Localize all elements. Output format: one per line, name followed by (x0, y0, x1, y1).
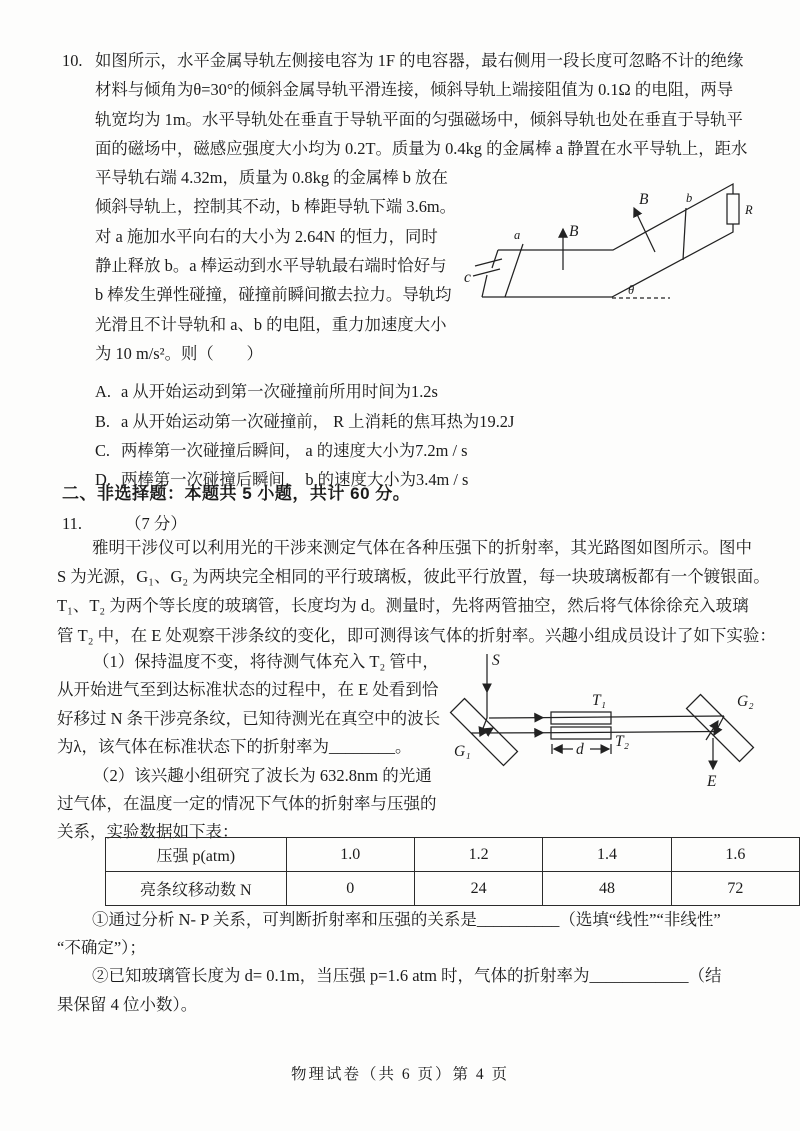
text-line: 关系，实验数据如下表： (57, 822, 239, 842)
interferometer-diagram (448, 652, 783, 802)
option-label: D. (95, 470, 111, 490)
table-cell: 1.0 (286, 838, 414, 872)
text-line: 对 a 施加水平向右的大小为 2.64N 的恒力，同时 (95, 226, 438, 246)
text-line: S 为光源，G₁、G₂ 为两块完全相同的平行玻璃板，彼此平行放置，每一块玻璃板都有一个镀银面。 (57, 567, 770, 587)
question-11-figure (448, 652, 783, 802)
text-line: 过气体，在温度一定的情况下气体的折射率与压强的 (57, 794, 437, 814)
option-label: C. (95, 440, 111, 460)
text-line: 面的磁场中，磁感应强度大小均为 0.2T。质量为 0.4kg 的金属棒 a 静置在水平导轨上，距水 (95, 138, 748, 158)
text-line: 雅明干涉仪可以利用光的干涉来测定气体在各种压强下的折射率，其光路图如图所示。图中 (92, 538, 752, 557)
question-11-score: （7 分） (125, 514, 187, 533)
label-d: d (576, 741, 584, 758)
text-line: T₁、T₂ 为两个等长度的玻璃管，长度均为 d。测量时，先将两管抽空，然后将气体徐徐充入玻璃 (57, 596, 749, 616)
page-footer: 物理试卷（共 6 页）第 4 页 (290, 1066, 509, 1083)
text-line: （2）该兴趣小组研究了波长为 632.8nm 的光通 (93, 765, 432, 785)
text-line: ①通过分析 N- P 关系，可判断折射率和压强的关系是__________（选填“线性”“非线性” (92, 910, 721, 929)
option-text: a 从开始运动第一次碰撞前， R 上消耗的焦耳热为19.2J (121, 411, 515, 431)
text-line: 倾斜导轨上，控制其不动，b 棒距导轨下端 3.6m。 (95, 197, 457, 217)
question-11-number: 11. (62, 514, 83, 533)
question-10-options (95, 377, 747, 494)
label-t1: T₁ (592, 692, 607, 709)
text-line: b 棒发生弹性碰撞，碰撞前瞬间撤去拉力。导轨均 (95, 285, 452, 305)
question-10-figure (462, 172, 797, 324)
text-line: 为 10 m/s²。则（ ） (95, 343, 263, 363)
text-line: 为λ，该气体在标准状态下的折射率为________。 (57, 737, 412, 757)
label-field-b2: B (639, 191, 649, 208)
text-line: ②已知玻璃管长度为 d= 0.1m，当压强 p=1.6 atm 时，气体的折射率为____________（结 (92, 966, 722, 986)
text-line: 如图所示，水平金属导轨左侧接电容为 1F 的电容器，最右侧用一段长度可忽略不计的绝缘 (95, 51, 744, 70)
text-line: 管 T₂ 中，在 E 处观察干涉条纹的变化，即可测得该气体的折射率。兴趣小组成员设计了如下实验： (57, 625, 776, 645)
option-text: 两棒第一次碰撞后瞬间， b 的速度大小为3.4m / s (121, 470, 469, 490)
capacitor-icon (473, 259, 502, 276)
label-bar-a: a (514, 228, 521, 242)
text-line: 从开始进气至到达标准状态的过程中，在 E 处看到恰 (57, 680, 439, 700)
section-2-header: 二、非选择题：本题共 5 小题，共计 60 分。 (62, 484, 411, 503)
question-10-number: 10. (62, 51, 83, 70)
question-11-parts (57, 648, 440, 847)
option-text: 两棒第一次碰撞后瞬间， a 的速度大小为7.2m / s (121, 440, 468, 460)
top-rail (498, 184, 733, 250)
table-row (106, 872, 800, 906)
label-e: E (707, 773, 717, 790)
label-g2: G₂ (737, 693, 754, 710)
option-b (95, 407, 747, 436)
label-t2: T₂ (615, 733, 630, 750)
text-line: 静止释放 b。a 棒运动到水平导轨最右端时恰好与 (95, 256, 447, 276)
option-c (95, 436, 747, 465)
text-line: 好移过 N 条干涉亮条纹，已知待测光在真空中的波长 (57, 708, 441, 728)
option-label: A. (95, 382, 111, 402)
question-11-header (62, 510, 187, 534)
table-cell: 1.2 (414, 838, 542, 872)
bar-b (683, 208, 686, 260)
text-line: 轨宽均为 1m。水平导轨处在垂直于导轨平面的匀强磁场中，倾斜导轨也处在垂直于导轨平 (95, 109, 743, 129)
question-11-intro (57, 533, 776, 650)
label-resistor: R (745, 203, 753, 217)
text-line: （1）保持温度不变，将待测气体充入 T₂ 管中， (93, 652, 439, 671)
text-line: 平导轨右端 4.32m，质量为 0.8kg 的金属棒 b 放在 (95, 168, 448, 188)
table-cell: 0 (286, 872, 414, 906)
text-line: “不确定”）； (57, 938, 146, 958)
option-a (95, 377, 747, 406)
table-cell: 压强 p(atm) (106, 838, 287, 872)
rails-circuit-diagram (462, 172, 797, 324)
label-capacitor: c (464, 269, 471, 286)
question-11-notes (57, 906, 722, 1019)
table-cell: 48 (543, 872, 671, 906)
resistor-icon (727, 194, 739, 224)
label-source: S (492, 652, 500, 669)
data-table (105, 837, 800, 906)
option-label: B. (95, 411, 111, 431)
option-text: a 从开始运动到第一次碰撞前所用时间为1.2s (121, 382, 438, 402)
table-row (106, 838, 800, 872)
bar-a (505, 244, 523, 297)
label-field-b1: B (569, 223, 579, 240)
text-line: 果保留 4 位小数）。 (57, 994, 198, 1014)
field-arrow-incline (634, 208, 655, 252)
table-cell: 亮条纹移动数 N (106, 872, 287, 906)
label-theta: θ (628, 283, 635, 297)
table-cell: 1.6 (671, 838, 799, 872)
table-cell: 1.4 (543, 838, 671, 872)
label-bar-b: b (686, 191, 693, 205)
label-g1: G₁ (454, 743, 471, 760)
text-line: 光滑且不计导轨和 a、b 的电阻，重力加速度大小 (95, 314, 447, 334)
text-line: 材料与倾角为θ=30°的倾斜金属导轨平滑连接，倾斜导轨上端接阻值为 0.1Ω 的电阻，两导 (95, 80, 734, 100)
table-cell: 72 (671, 872, 799, 906)
table-cell: 24 (414, 872, 542, 906)
